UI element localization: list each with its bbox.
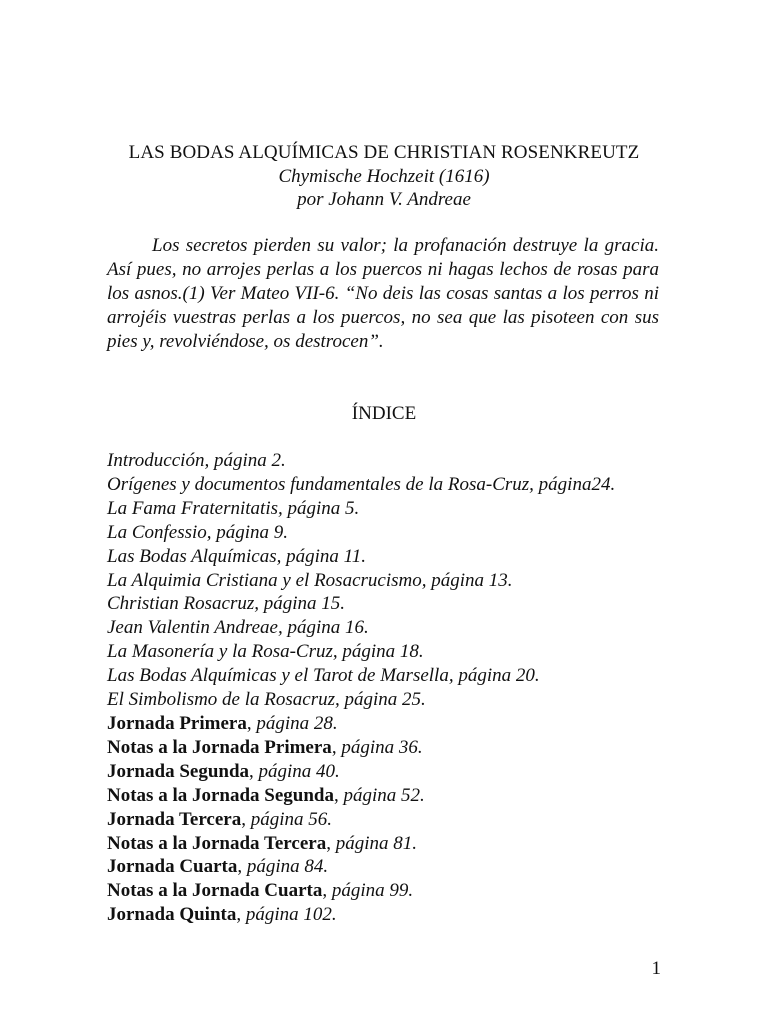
epigraph: Los secretos pierden su valor; la profanación destruye la gracia. Así pues, no arrojes perlas a los puercos ni hagas lechos de rosas para los asnos.(1) Ver Mateo VII-6. “No deis las cosas santas a los perros ni arrojéis vuestras perlas a los puercos, no sea que las pisoteen con sus pies y, revolviéndose, os destrocen”. xyxy=(107,235,659,352)
toc-page-ref: página 36. xyxy=(341,736,423,758)
toc-entry-chapter: Jornada Quinta, página 102. xyxy=(107,904,337,926)
toc-entry-chapter: Notas a la Jornada Primera, página 36. xyxy=(107,736,423,758)
toc-entry: Jean Valentin Andreae, página 16. xyxy=(107,617,369,639)
title-block xyxy=(0,141,768,211)
toc-entry: La Fama Fraternitatis, página 5. xyxy=(107,497,360,519)
toc-entry: La Alquimia Cristiana y el Rosacrucismo, página 13. xyxy=(107,569,513,591)
toc-entry: Orígenes y documentos fundamentales de la Rosa-Cruz, página24. xyxy=(107,473,616,495)
book-subtitle: Chymische Hochzeit (1616) xyxy=(278,166,490,187)
toc-page-ref: página 102. xyxy=(245,904,337,926)
toc-entry: Christian Rosacruz, página 15. xyxy=(107,593,346,615)
page-number: 1 xyxy=(651,958,661,979)
toc-page-ref: página 40. xyxy=(258,760,340,782)
toc-chapter-title: Jornada Primera xyxy=(107,712,247,734)
toc-page-ref: página 84. xyxy=(246,856,329,878)
toc-entry-chapter: Jornada Cuarta, página 84. xyxy=(107,856,329,878)
toc-page-ref: página 52. xyxy=(343,784,425,806)
toc-entry-chapter: Notas a la Jornada Segunda, página 52. xyxy=(107,784,425,806)
toc-entry: Las Bodas Alquímicas, página 11. xyxy=(107,545,366,567)
toc-chapter-title: Jornada Quinta xyxy=(107,904,237,926)
table-of-contents xyxy=(107,449,667,927)
toc-entry: La Confessio, página 9. xyxy=(107,521,289,543)
toc-chapter-title: Jornada Segunda xyxy=(107,760,250,782)
toc-entry-chapter: Jornada Segunda, página 40. xyxy=(107,760,340,782)
toc-entry: La Masonería y la Rosa-Cruz, página 18. xyxy=(107,641,424,663)
toc-page-ref: página 99. xyxy=(331,880,414,902)
toc-entry-chapter: Notas a la Jornada Tercera, página 81. xyxy=(107,832,417,854)
toc-entry: Las Bodas Alquímicas y el Tarot de Marsella, página 20. xyxy=(107,665,540,687)
toc-page-ref: página 81. xyxy=(335,832,417,854)
index-heading: ÍNDICE xyxy=(351,403,417,424)
toc-chapter-title: Notas a la Jornada Segunda xyxy=(107,784,334,806)
book-title: LAS BODAS ALQUÍMICAS DE CHRISTIAN ROSENKREUTZ xyxy=(128,142,640,163)
toc-chapter-title: Jornada Cuarta xyxy=(107,856,238,878)
toc-entry: Introducción, página 2. xyxy=(107,450,286,471)
toc-page-ref: página 56. xyxy=(250,808,333,830)
toc-chapter-title: Jornada Tercera xyxy=(107,808,242,830)
toc-chapter-title: Notas a la Jornada Tercera xyxy=(107,832,327,854)
toc-entry: El Simbolismo de la Rosacruz, página 25. xyxy=(107,689,426,711)
toc-chapter-title: Notas a la Jornada Primera xyxy=(107,736,332,758)
toc-entry-chapter: Jornada Tercera, página 56. xyxy=(107,808,333,830)
toc-chapter-title: Notas a la Jornada Cuarta xyxy=(107,880,323,902)
toc-entry-chapter: Notas a la Jornada Cuarta, página 99. xyxy=(107,880,414,902)
book-author: por Johann V. Andreae xyxy=(297,189,471,210)
toc-page-ref: página 28. xyxy=(256,712,338,734)
toc-entry-chapter: Jornada Primera, página 28. xyxy=(107,712,338,734)
